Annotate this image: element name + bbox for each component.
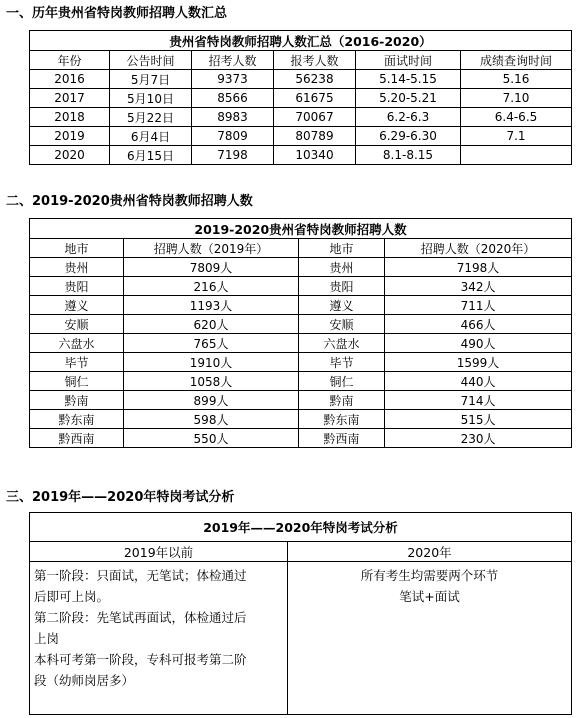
table-cell: 6.29-6.30 bbox=[356, 127, 461, 146]
table-cell: 56238 bbox=[274, 70, 356, 89]
table-row bbox=[30, 127, 572, 146]
table-cell: 贵阳 bbox=[30, 277, 124, 296]
exam-analysis-table bbox=[29, 512, 572, 715]
table-cell: 7809 bbox=[192, 127, 274, 146]
table-cell: 6.4-6.5 bbox=[461, 108, 572, 127]
table-cell: 9373 bbox=[192, 70, 274, 89]
header-cell: 地市 bbox=[30, 239, 124, 258]
table-caption: 2019年——2020年特岗考试分析 bbox=[30, 513, 572, 542]
table-row bbox=[30, 315, 572, 334]
table-cell: 贵阳 bbox=[299, 277, 385, 296]
table-row bbox=[30, 258, 572, 277]
table-cell: 5月22日 bbox=[110, 108, 192, 127]
table-cell: 714人 bbox=[385, 391, 572, 410]
header-cell: 年份 bbox=[30, 51, 110, 70]
table-cell: 10340 bbox=[274, 146, 356, 165]
table-cell: 230人 bbox=[385, 429, 572, 448]
analysis-before-2019 bbox=[30, 562, 288, 715]
table-cell: 铜仁 bbox=[299, 372, 385, 391]
table-cell: 6月4日 bbox=[110, 127, 192, 146]
table-cell: 贵州 bbox=[299, 258, 385, 277]
header-cell: 公告时间 bbox=[110, 51, 192, 70]
table-row bbox=[30, 296, 572, 315]
table-cell: 黔南 bbox=[30, 391, 124, 410]
table-cell: 7.1 bbox=[461, 127, 572, 146]
table-row bbox=[30, 70, 572, 89]
analysis-line: 上岗 bbox=[34, 631, 60, 646]
section-title-2: 二、2019-2020贵州省特岗教师招聘人数 bbox=[6, 194, 253, 209]
table-cell: 8566 bbox=[192, 89, 274, 108]
table-cell: 61675 bbox=[274, 89, 356, 108]
table-header-row bbox=[30, 239, 572, 258]
table-caption: 贵州省特岗教师招聘人数汇总（2016-2020） bbox=[30, 31, 572, 51]
table-cell: 1910人 bbox=[124, 353, 299, 372]
table-cell: 毕节 bbox=[299, 353, 385, 372]
table-cell: 8.1-8.15 bbox=[356, 146, 461, 165]
analysis-line: 所有考生均需要两个环节 bbox=[360, 568, 499, 583]
table-row bbox=[30, 334, 572, 353]
table-cell: 466人 bbox=[385, 315, 572, 334]
table-cell: 765人 bbox=[124, 334, 299, 353]
table-cell: 黔南 bbox=[299, 391, 385, 410]
table-cell: 1193人 bbox=[124, 296, 299, 315]
table-cell: 440人 bbox=[385, 372, 572, 391]
header-cell: 报考人数 bbox=[274, 51, 356, 70]
table-row bbox=[30, 429, 572, 448]
table-row bbox=[30, 391, 572, 410]
table-cell: 遵义 bbox=[30, 296, 124, 315]
analysis-line: 第一阶段：只面试，无笔试；体检通过 bbox=[34, 568, 247, 583]
column-header-before-2019: 2019年以前 bbox=[30, 542, 288, 562]
table-cell: 5月7日 bbox=[110, 70, 192, 89]
table-cell: 70067 bbox=[274, 108, 356, 127]
table-cell: 711人 bbox=[385, 296, 572, 315]
header-cell: 招聘人数（2019年） bbox=[124, 239, 299, 258]
header-cell: 招聘人数（2020年） bbox=[385, 239, 572, 258]
table-cell: 7.10 bbox=[461, 89, 572, 108]
table-cell: 2017 bbox=[30, 89, 110, 108]
regional-recruitment-table bbox=[29, 218, 572, 448]
table-cell: 216人 bbox=[124, 277, 299, 296]
table-cell: 7198 bbox=[192, 146, 274, 165]
analysis-line: 第二阶段：先笔试再面试，体检通过后 bbox=[34, 610, 247, 625]
table-cell: 六盘水 bbox=[30, 334, 124, 353]
table-cell: 黔东南 bbox=[30, 410, 124, 429]
table-cell: 5.20-5.21 bbox=[356, 89, 461, 108]
table-row bbox=[30, 146, 572, 165]
section-title-3: 三、2019年——2020年特岗考试分析 bbox=[6, 490, 235, 505]
table-cell: 5.14-5.15 bbox=[356, 70, 461, 89]
table-cell: 515人 bbox=[385, 410, 572, 429]
table-cell: 2018 bbox=[30, 108, 110, 127]
recruitment-summary-table bbox=[29, 30, 572, 165]
table-cell: 1599人 bbox=[385, 353, 572, 372]
table-cell: 550人 bbox=[124, 429, 299, 448]
header-cell: 地市 bbox=[299, 239, 385, 258]
analysis-line: 本科可考第一阶段，专科可报考第二阶 bbox=[34, 652, 247, 667]
table-cell: 1058人 bbox=[124, 372, 299, 391]
header-cell: 招考人数 bbox=[192, 51, 274, 70]
table-header-row bbox=[30, 51, 572, 70]
analysis-line: 笔试+面试 bbox=[399, 589, 460, 604]
table-cell: 黔西南 bbox=[299, 429, 385, 448]
column-header-2020: 2020年 bbox=[288, 542, 572, 562]
table-cell: 5.16 bbox=[461, 70, 572, 89]
table-cell: 2016 bbox=[30, 70, 110, 89]
table-cell: 80789 bbox=[274, 127, 356, 146]
table-cell: 7809人 bbox=[124, 258, 299, 277]
table-cell: 2019 bbox=[30, 127, 110, 146]
table-cell: 598人 bbox=[124, 410, 299, 429]
table-row bbox=[30, 277, 572, 296]
table-cell: 5月10日 bbox=[110, 89, 192, 108]
table-cell: 黔东南 bbox=[299, 410, 385, 429]
table-cell: 贵州 bbox=[30, 258, 124, 277]
table-cell: 342人 bbox=[385, 277, 572, 296]
table-cell: 遵义 bbox=[299, 296, 385, 315]
table-caption: 2019-2020贵州省特岗教师招聘人数 bbox=[30, 219, 572, 239]
table-cell: 2020 bbox=[30, 146, 110, 165]
table-row bbox=[30, 410, 572, 429]
table-cell: 490人 bbox=[385, 334, 572, 353]
section-title-1: 一、历年贵州省特岗教师招聘人数汇总 bbox=[6, 6, 228, 21]
table-cell: 6月15日 bbox=[110, 146, 192, 165]
table-cell: 六盘水 bbox=[299, 334, 385, 353]
analysis-2020 bbox=[288, 562, 572, 715]
table-cell: 6.2-6.3 bbox=[356, 108, 461, 127]
header-cell: 成绩查询时间 bbox=[461, 51, 572, 70]
table-cell: 620人 bbox=[124, 315, 299, 334]
table-cell: 安顺 bbox=[299, 315, 385, 334]
table-cell: 8983 bbox=[192, 108, 274, 127]
table-cell: 铜仁 bbox=[30, 372, 124, 391]
table-cell bbox=[461, 146, 572, 165]
table-row bbox=[30, 372, 572, 391]
analysis-line: 段（幼师岗居多） bbox=[34, 673, 135, 688]
table-cell: 黔西南 bbox=[30, 429, 124, 448]
table-cell: 安顺 bbox=[30, 315, 124, 334]
table-cell: 7198人 bbox=[385, 258, 572, 277]
table-cell: 899人 bbox=[124, 391, 299, 410]
table-row bbox=[30, 89, 572, 108]
table-row bbox=[30, 353, 572, 372]
table-cell: 毕节 bbox=[30, 353, 124, 372]
table-row bbox=[30, 108, 572, 127]
analysis-line: 后即可上岗。 bbox=[34, 589, 110, 604]
header-cell: 面试时间 bbox=[356, 51, 461, 70]
